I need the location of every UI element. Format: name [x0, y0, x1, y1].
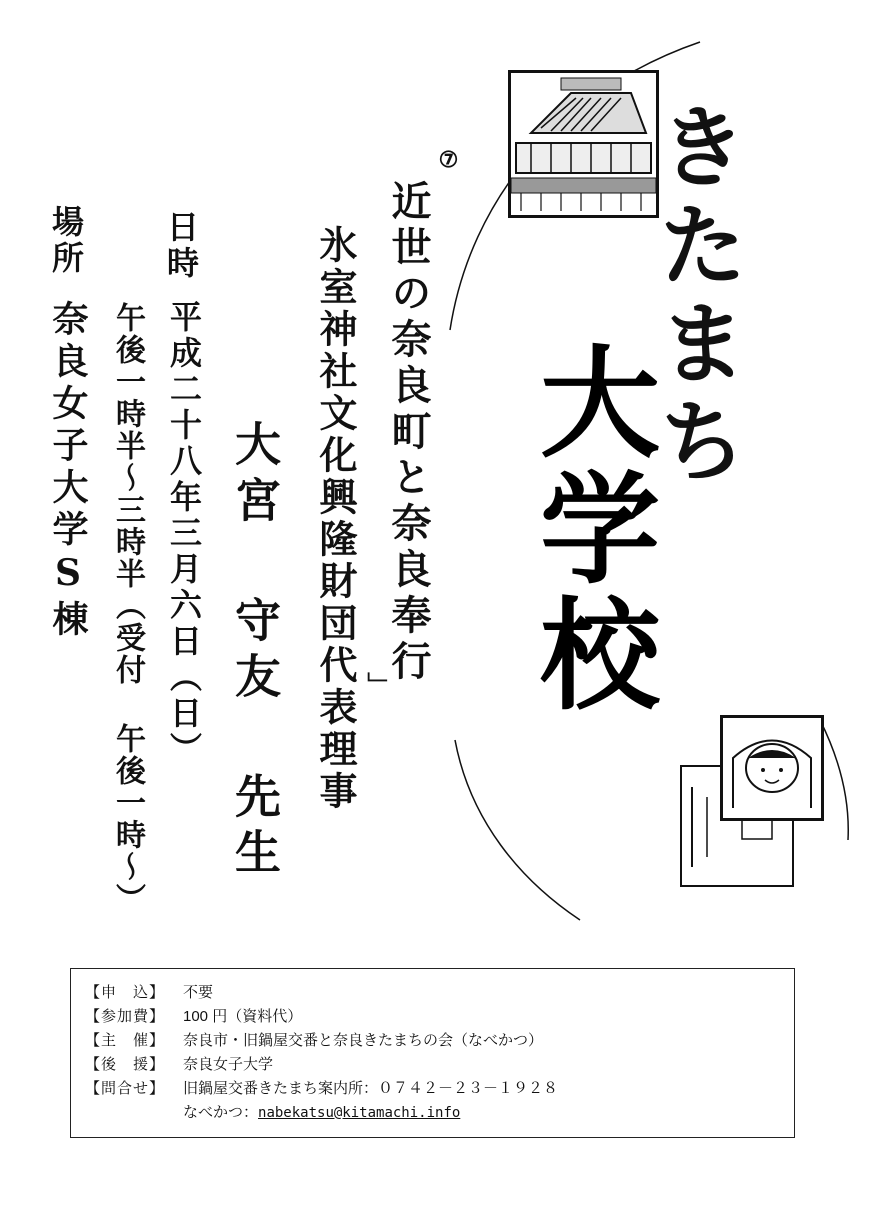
lecture-close-mark: 」	[363, 672, 393, 698]
email-link[interactable]: nabekatsu@kitamachi.info	[258, 1104, 461, 1121]
info-row-fee	[85, 1003, 780, 1027]
lecturer-name: 大宮 守友 先生	[228, 420, 282, 884]
title-kitamachi: きたまち	[642, 100, 748, 492]
info-value: 100 円（資料代）	[183, 1007, 303, 1025]
lecturer-title: 氷室神社文化興隆財団代表理事	[313, 225, 358, 813]
info-value: 奈良市・旧鍋屋交番と奈良きたまちの会（なべかつ）	[183, 1031, 544, 1049]
event-title	[470, 80, 770, 900]
info-label: 【後 援】	[85, 1055, 166, 1073]
info-value: 奈良女子大学	[183, 1055, 274, 1073]
info-row-organizer	[85, 1027, 780, 1051]
info-value: 不要	[183, 983, 214, 1001]
datetime-label: 日時	[162, 210, 200, 282]
info-row-email	[85, 1099, 780, 1123]
event-info-box	[70, 968, 795, 1138]
event-time: 午後一時半～三時半（受付 午後一時～）	[110, 302, 145, 915]
info-value	[183, 1101, 460, 1122]
info-row-contact	[85, 1075, 780, 1099]
info-row-application	[85, 979, 780, 1003]
info-value: 旧鍋屋交番きたまち案内所：０７４２－２３－１９２８	[183, 1079, 559, 1097]
info-label: 【申 込】	[85, 983, 166, 1001]
info-label: 【主 催】	[85, 1031, 166, 1049]
lecture-topic: 近世の奈良町と奈良奉行	[385, 180, 432, 686]
venue-place: 奈良女子大学S棟	[47, 300, 89, 642]
info-label: 【参加費】	[85, 1007, 166, 1025]
info-label: 【問合せ】	[85, 1079, 166, 1097]
event-date: 平成二十八年三月六日（日）	[165, 300, 203, 768]
lecture-number: ⑦	[436, 148, 462, 173]
venue-label: 場所	[47, 205, 85, 277]
info-row-sponsor	[85, 1051, 780, 1075]
contact-prefix: なべかつ：	[183, 1103, 259, 1121]
title-daigakko: 大学校	[520, 340, 661, 718]
